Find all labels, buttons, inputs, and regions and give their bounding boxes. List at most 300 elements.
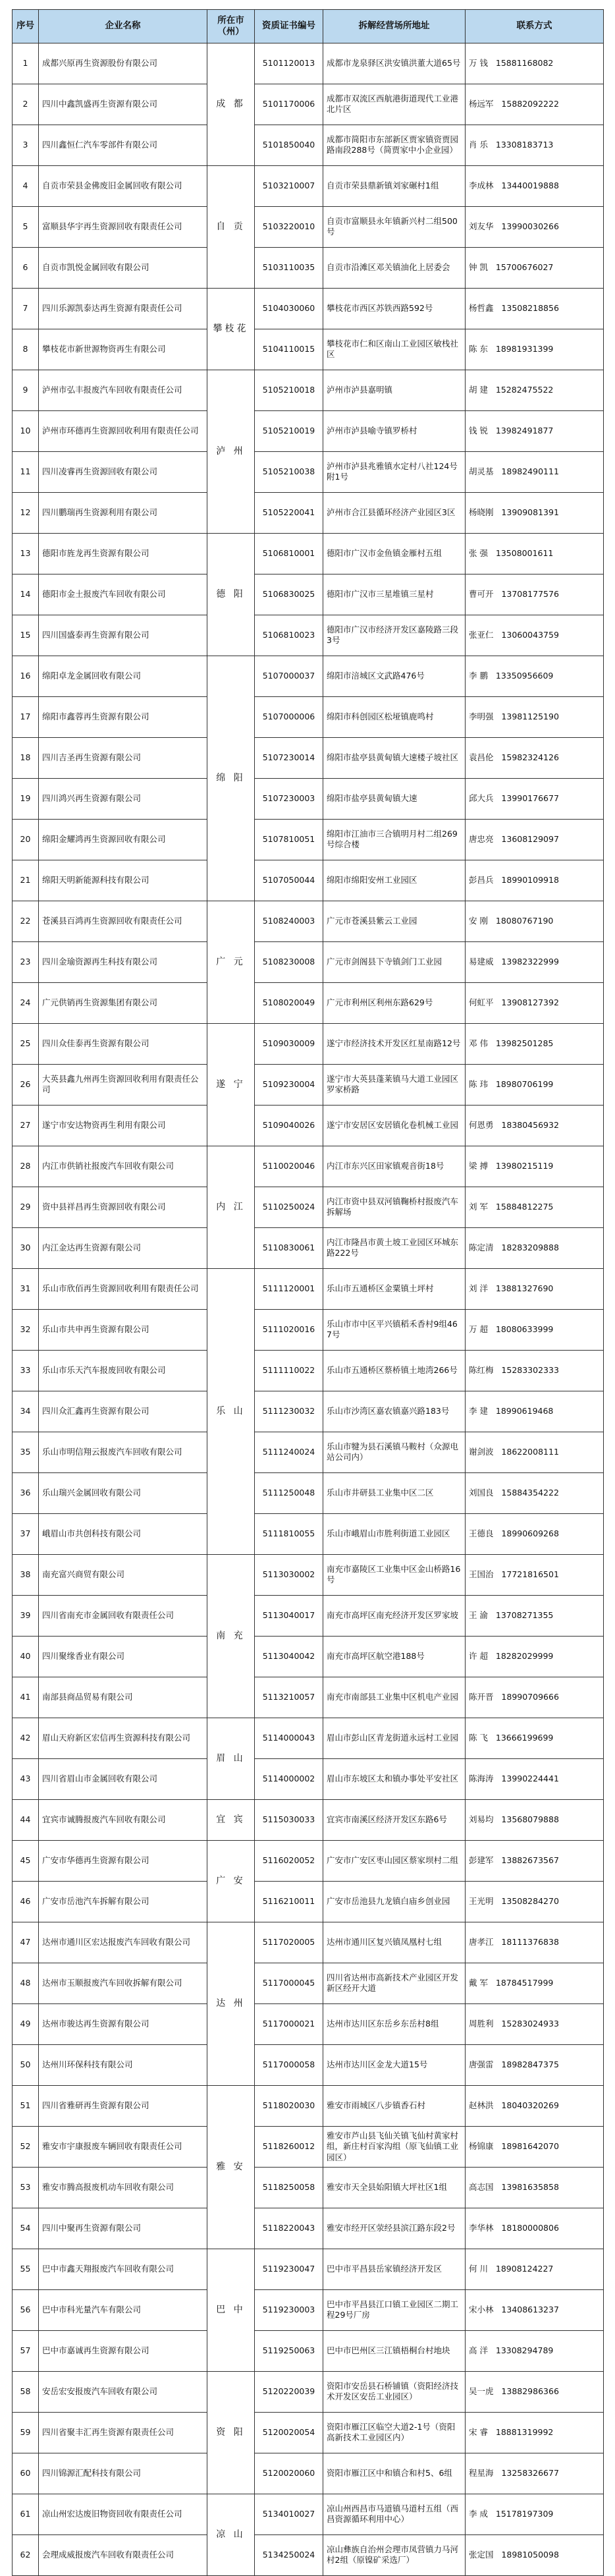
cell-contact: 赵林洪 18040320269 [466, 2085, 604, 2126]
cell-cert-number: 5101850040 [255, 125, 323, 165]
table-row [13, 615, 604, 656]
cell-seq: 57 [13, 2330, 39, 2371]
cell-seq: 56 [13, 2289, 39, 2330]
cell-enterprise-name: 达州川环保科技有限公司 [39, 2044, 207, 2085]
cell-address: 内江市资中县双河镇鞠桥村报废汽车拆解场 [323, 1187, 466, 1227]
cell-city: 成 都 [207, 43, 255, 165]
cell-enterprise-name: 达州市骏达再生资源有限公司 [39, 2003, 207, 2044]
table-row [13, 696, 604, 737]
cell-contact: 钱 锐 13982491877 [466, 410, 604, 451]
table-row [13, 574, 604, 615]
cell-city: 攀枝花 [207, 288, 255, 370]
cell-cert-number: 5114000043 [255, 1718, 323, 1758]
cell-seq: 59 [13, 2412, 39, 2453]
cell-city: 达 州 [207, 1922, 255, 2085]
table-row [13, 1636, 604, 1677]
cell-address: 自贡市沿滩区邓关镇油化上居委会 [323, 247, 466, 288]
cell-address: 广元市剑阁县下寺镇剑门工业园 [323, 941, 466, 982]
cell-enterprise-name: 四川金瑜资源再生科技有限公司 [39, 941, 207, 982]
cell-address: 绵阳市盐亭县黄甸镇大速 [323, 778, 466, 819]
cell-enterprise-name: 绵阳市鑫蓉再生资源有限公司 [39, 696, 207, 737]
cell-seq: 6 [13, 247, 39, 288]
table-row [13, 1146, 604, 1187]
cell-contact: 陈红梅 15283302333 [466, 1350, 604, 1391]
table-row [13, 1023, 604, 1064]
cell-seq: 62 [13, 2534, 39, 2575]
cell-address: 绵阳市绵阳安州工业园区 [323, 860, 466, 901]
cell-cert-number: 5111250048 [255, 1472, 323, 1513]
cell-enterprise-name: 四川省南充市金属回收有限责任公司 [39, 1595, 207, 1636]
cell-seq: 29 [13, 1187, 39, 1227]
cell-city: 南 充 [207, 1554, 255, 1718]
cell-seq: 8 [13, 329, 39, 370]
cell-address: 雅安市芦山县飞仙关镇飞仙村黄家村组，新庄村百家沟组（原飞仙镇工业园区） [323, 2126, 466, 2167]
cell-seq: 26 [13, 1064, 39, 1105]
table-row [13, 2371, 604, 2412]
table-row [13, 1922, 604, 1963]
cell-address: 广元市利州区利州东路629号 [323, 982, 466, 1023]
cell-enterprise-name: 自贡市荣县金佛废旧金属回收有限公司 [39, 165, 207, 206]
table-row [13, 1350, 604, 1391]
cell-enterprise-name: 四川众汇鑫再生资源有限公司 [39, 1391, 207, 1432]
cell-seq: 11 [13, 451, 39, 492]
cell-enterprise-name: 内江市供销社报废汽车回收有限公司 [39, 1146, 207, 1187]
cell-cert-number: 5107000037 [255, 656, 323, 696]
cell-cert-number: 5117020005 [255, 1922, 323, 1963]
cell-cert-number: 5109030009 [255, 1023, 323, 1064]
cell-seq: 4 [13, 165, 39, 206]
cell-seq: 23 [13, 941, 39, 982]
cell-contact: 杨远军 15882092222 [466, 84, 604, 125]
cell-contact: 李成林 13440019888 [466, 165, 604, 206]
cell-address: 乐山市市中区平兴镇稻禾香村9组467号 [323, 1309, 466, 1350]
cell-enterprise-name: 四川国盛泰再生资源有限公司 [39, 615, 207, 656]
cell-enterprise-name: 雅安市宇康报废车辆回收有限责任公司 [39, 2126, 207, 2167]
cell-address: 四川省达州市高新技术产业园区开发新区经开大道 [323, 1963, 466, 2003]
table-row [13, 1472, 604, 1513]
cell-cert-number: 5101120013 [255, 43, 323, 84]
cell-seq: 20 [13, 819, 39, 860]
cell-address: 乐山市五通桥区蔡桥镇土地湾266号 [323, 1350, 466, 1391]
table-row [13, 1963, 604, 2003]
cell-enterprise-name: 宜宾市诚腾报废汽车回收有限公司 [39, 1799, 207, 1840]
cell-cert-number: 5108240003 [255, 901, 323, 941]
cell-contact: 肖 乐 13308183713 [466, 125, 604, 165]
cell-enterprise-name: 巴中市科光量汽车有限公司 [39, 2289, 207, 2330]
cell-contact: 李 成 15178197309 [466, 2494, 604, 2534]
table-row [13, 1391, 604, 1432]
cell-cert-number: 5105220041 [255, 492, 323, 533]
cell-contact: 陈海涛 13990224441 [466, 1758, 604, 1799]
cell-contact: 吴一虎 13882986366 [466, 2371, 604, 2412]
cell-address: 绵阳市盐亭县黄甸镇大速楼子坡社区 [323, 737, 466, 778]
table-row [13, 1227, 604, 1268]
cell-enterprise-name: 四川省聚丰汇再生资源有限责任公司 [39, 2412, 207, 2453]
cell-seq: 5 [13, 206, 39, 247]
cell-address: 攀枝花市西区苏铁西路592号 [323, 288, 466, 329]
cell-seq: 12 [13, 492, 39, 533]
table-row [13, 2249, 604, 2289]
table-row [13, 2208, 604, 2249]
cell-address: 遂宁市安居区安居镇化卷机械工业园 [323, 1105, 466, 1146]
cell-contact: 宋小林 13408613237 [466, 2289, 604, 2330]
cell-contact: 安 刚 18080767190 [466, 901, 604, 941]
cell-city: 绵 阳 [207, 656, 255, 901]
cell-contact: 刘 洋 13881327690 [466, 1268, 604, 1309]
cell-city: 内 江 [207, 1146, 255, 1268]
cell-cert-number: 5105210018 [255, 370, 323, 410]
cell-city: 凉 山 [207, 2494, 255, 2575]
cell-contact: 彭建军 13882673567 [466, 1840, 604, 1881]
cell-seq: 35 [13, 1432, 39, 1472]
cell-enterprise-name: 雅安市腾高报废机动车回收有限公司 [39, 2167, 207, 2208]
cell-seq: 42 [13, 1718, 39, 1758]
cell-seq: 14 [13, 574, 39, 615]
cell-seq: 39 [13, 1595, 39, 1636]
cell-seq: 54 [13, 2208, 39, 2249]
cell-contact: 何 川 18908124227 [466, 2249, 604, 2289]
cell-cert-number: 5120020054 [255, 2412, 323, 2453]
cell-enterprise-name: 绵阳金耀鸿再生资源回收有限公司 [39, 819, 207, 860]
cell-seq: 50 [13, 2044, 39, 2085]
cell-address: 眉山市东坡区太和镇办事处平安社区 [323, 1758, 466, 1799]
cell-contact: 杨锦康 18981642070 [466, 2126, 604, 2167]
cell-seq: 38 [13, 1554, 39, 1595]
header-cert-number: 资质证书编号 [255, 10, 323, 43]
cell-address: 广安市广安区枣山园区蔡家坝村二组 [323, 1840, 466, 1881]
cell-contact: 王 渝 13708271355 [466, 1595, 604, 1636]
cell-cert-number: 5117000021 [255, 2003, 323, 2044]
cell-enterprise-name: 广安市岳池汽车拆解有限公司 [39, 1881, 207, 1922]
cell-address: 雅安市天全县始阳镇大坪社区1组 [323, 2167, 466, 2208]
cell-contact: 陈 东 18981931399 [466, 329, 604, 370]
cell-address: 泸州市泸县喻寺镇罗桥村 [323, 410, 466, 451]
cell-enterprise-name: 凉山州宏达废旧物资回收有限责任公司 [39, 2494, 207, 2534]
cell-seq: 3 [13, 125, 39, 165]
cell-cert-number: 5120220039 [255, 2371, 323, 2412]
cell-contact: 刘易均 13568079888 [466, 1799, 604, 1840]
cell-enterprise-name: 四川鹏瑞再生资源利用有限公司 [39, 492, 207, 533]
cell-enterprise-name: 安岳宏安报废汽车回收有限公司 [39, 2371, 207, 2412]
cell-seq: 18 [13, 737, 39, 778]
cell-cert-number: 5113030002 [255, 1554, 323, 1595]
cell-enterprise-name: 广元供销再生资源集团有限公司 [39, 982, 207, 1023]
table-row [13, 819, 604, 860]
cell-seq: 43 [13, 1758, 39, 1799]
cell-contact: 李明强 13981125190 [466, 696, 604, 737]
cell-address: 南充市嘉陵区工业集中区金山桥路16号 [323, 1554, 466, 1595]
cell-enterprise-name: 巴中市鑫天翔报废汽车回收有限公司 [39, 2249, 207, 2289]
cell-cert-number: 5109040026 [255, 1105, 323, 1146]
cell-enterprise-name: 德阳市旌龙再生资源有限公司 [39, 533, 207, 574]
cell-contact: 杨哲鑫 13508218856 [466, 288, 604, 329]
cell-enterprise-name: 广安市华德再生资源有限公司 [39, 1840, 207, 1881]
cell-contact: 杨晓刚 13909081391 [466, 492, 604, 533]
table-row [13, 370, 604, 410]
cell-cert-number: 5103210007 [255, 165, 323, 206]
table-row [13, 2289, 604, 2330]
cell-contact: 唐孝江 18111376838 [466, 1922, 604, 1963]
cell-contact: 陈 玮 18980706199 [466, 1064, 604, 1105]
table-row [13, 84, 604, 125]
cell-seq: 34 [13, 1391, 39, 1432]
cell-enterprise-name: 乐山市明信翔云报废汽车回收有限公司 [39, 1432, 207, 1472]
enterprise-table [12, 9, 604, 2576]
cell-enterprise-name: 四川省雅研再生资源有限公司 [39, 2085, 207, 2126]
cell-enterprise-name: 达州市玉顺报废汽车回收拆解有限公司 [39, 1963, 207, 2003]
cell-seq: 2 [13, 84, 39, 125]
cell-cert-number: 5117000045 [255, 1963, 323, 2003]
cell-contact: 唐强雷 18982847375 [466, 2044, 604, 2085]
cell-cert-number: 5113040017 [255, 1595, 323, 1636]
cell-city: 宜 宾 [207, 1799, 255, 1840]
cell-address: 乐山市峨眉山市胜利街道工业园区 [323, 1513, 466, 1554]
cell-contact: 梁 搏 13980215119 [466, 1146, 604, 1187]
cell-city: 眉 山 [207, 1718, 255, 1799]
cell-seq: 55 [13, 2249, 39, 2289]
cell-seq: 9 [13, 370, 39, 410]
cell-cert-number: 5117000058 [255, 2044, 323, 2085]
cell-enterprise-name: 四川省眉山市金属回收有限公司 [39, 1758, 207, 1799]
cell-cert-number: 5116020052 [255, 1840, 323, 1881]
cell-enterprise-name: 四川众佳泰再生资源有限公司 [39, 1023, 207, 1064]
cell-cert-number: 5111020016 [255, 1309, 323, 1350]
cell-address: 达州市通川区复兴镇凤凰村七组 [323, 1922, 466, 1963]
cell-seq: 24 [13, 982, 39, 1023]
cell-cert-number: 5119230047 [255, 2249, 323, 2289]
cell-cert-number: 5111110022 [255, 1350, 323, 1391]
cell-cert-number: 5108230008 [255, 941, 323, 982]
table-row [13, 982, 604, 1023]
table-row [13, 1840, 604, 1881]
cell-contact: 王国治 17721816501 [466, 1554, 604, 1595]
cell-cert-number: 5107230003 [255, 778, 323, 819]
cell-seq: 25 [13, 1023, 39, 1064]
cell-seq: 41 [13, 1677, 39, 1718]
cell-contact: 易建威 13982322999 [466, 941, 604, 982]
cell-cert-number: 5104110015 [255, 329, 323, 370]
cell-contact: 王光明 13508284270 [466, 1881, 604, 1922]
cell-enterprise-name: 南部县商品贸易有限公司 [39, 1677, 207, 1718]
cell-cert-number: 5118220043 [255, 2208, 323, 2249]
table-row [13, 901, 604, 941]
table-row [13, 410, 604, 451]
cell-seq: 51 [13, 2085, 39, 2126]
cell-cert-number: 5111120001 [255, 1268, 323, 1309]
table-row [13, 43, 604, 84]
cell-cert-number: 5111230032 [255, 1391, 323, 1432]
table-header-row [13, 10, 604, 43]
cell-cert-number: 5106830025 [255, 574, 323, 615]
cell-seq: 16 [13, 656, 39, 696]
cell-city: 广 元 [207, 901, 255, 1023]
table-row [13, 1718, 604, 1758]
cell-contact: 曹可开 13708177576 [466, 574, 604, 615]
cell-cert-number: 5110830061 [255, 1227, 323, 1268]
table-row [13, 656, 604, 696]
cell-address: 资阳市雁江区临空大道2-1号（资阳高新技术工业园区内） [323, 2412, 466, 2453]
table-row [13, 492, 604, 533]
cell-seq: 46 [13, 1881, 39, 1922]
cell-enterprise-name: 绵阳天明新能源科技有限公司 [39, 860, 207, 901]
cell-contact: 钟 凯 15700676027 [466, 247, 604, 288]
cell-enterprise-name: 内江金达再生资源有限公司 [39, 1227, 207, 1268]
cell-address: 南充市高坪区航空港188号 [323, 1636, 466, 1677]
cell-cert-number: 5114000002 [255, 1758, 323, 1799]
cell-contact: 张 强 13508001611 [466, 533, 604, 574]
cell-enterprise-name: 巴中市嘉诚再生资源有限公司 [39, 2330, 207, 2371]
table-row [13, 2412, 604, 2453]
cell-address: 德阳市广汉市金鱼镇金雁村五组 [323, 533, 466, 574]
cell-contact: 程星海 13258326677 [466, 2453, 604, 2494]
cell-enterprise-name: 乐山瑞兴金属回收有限公司 [39, 1472, 207, 1513]
cell-enterprise-name: 自贡市凯悦金属回收有限公司 [39, 247, 207, 288]
cell-contact: 李华林 18180000806 [466, 2208, 604, 2249]
cell-cert-number: 5110020046 [255, 1146, 323, 1187]
table-row [13, 860, 604, 901]
cell-address: 内江市隆昌市黄土坡工业园区环城东路222号 [323, 1227, 466, 1268]
table-row [13, 1105, 604, 1146]
cell-address: 遂宁市大英县蓬莱镇马大道工业园区罗家桥路 [323, 1064, 466, 1105]
table-row [13, 1268, 604, 1309]
table-row [13, 1881, 604, 1922]
cell-city: 雅 安 [207, 2085, 255, 2249]
cell-contact: 张亚仁 13060043759 [466, 615, 604, 656]
header-address: 拆解经营场所地址 [323, 10, 466, 43]
cell-contact: 何虹平 13908127392 [466, 982, 604, 1023]
table-row [13, 2167, 604, 2208]
cell-address: 成都市简阳市东部新区贾家镇资贾园路南段288号（简贾家中小企业园） [323, 125, 466, 165]
cell-address: 南充市南部县工业集中区机电产业园 [323, 1677, 466, 1718]
cell-contact: 张定国 18981050098 [466, 2534, 604, 2575]
cell-seq: 10 [13, 410, 39, 451]
cell-address: 资阳市雁江区中和镇合和村5、6组 [323, 2453, 466, 2494]
table-row [13, 2330, 604, 2371]
cell-seq: 45 [13, 1840, 39, 1881]
cell-contact: 胡灵基 18982490111 [466, 451, 604, 492]
cell-contact: 万 钱 15881168082 [466, 43, 604, 84]
cell-enterprise-name: 大英县鑫九州再生资源回收利用有限责任公司 [39, 1064, 207, 1105]
header-enterprise-name: 企业名称 [39, 10, 207, 43]
cell-city: 泸 州 [207, 370, 255, 533]
cell-contact: 王德良 18990609268 [466, 1513, 604, 1554]
cell-cert-number: 5106810001 [255, 533, 323, 574]
table-row [13, 941, 604, 982]
cell-address: 绵阳市科创园区松垭镇鹿鸣村 [323, 696, 466, 737]
cell-seq: 1 [13, 43, 39, 84]
cell-contact: 李 建 18990619468 [466, 1391, 604, 1432]
cell-cert-number: 5111240024 [255, 1432, 323, 1472]
cell-seq: 22 [13, 901, 39, 941]
cell-address: 凉山州西昌市马道镇马道村五组（西昌资源循环利用中心） [323, 2494, 466, 2534]
table-row [13, 2044, 604, 2085]
cell-address: 成都市龙泉驿区洪安镇洪董大道65号 [323, 43, 466, 84]
table-row [13, 2003, 604, 2044]
cell-enterprise-name: 乐山市欣佰再生资源回收利用有限责任公司 [39, 1268, 207, 1309]
cell-contact: 戴 军 18784517999 [466, 1963, 604, 2003]
cell-cert-number: 5104030060 [255, 288, 323, 329]
document-page [12, 9, 603, 2576]
cell-seq: 52 [13, 2126, 39, 2167]
cell-address: 德阳市广汉市三星堆镇三星村 [323, 574, 466, 615]
cell-contact: 刘友华 13990030266 [466, 206, 604, 247]
cell-seq: 37 [13, 1513, 39, 1554]
cell-address: 乐山市五通桥区金粟镇土坪村 [323, 1268, 466, 1309]
table-row [13, 737, 604, 778]
cell-city: 自 贡 [207, 165, 255, 288]
cell-address: 雅安市雨城区八步镇香石村 [323, 2085, 466, 2126]
cell-enterprise-name: 成都兴原再生资源股份有限公司 [39, 43, 207, 84]
cell-address: 宜宾市南溪区经济开发区东路6号 [323, 1799, 466, 1840]
cell-address: 攀枝花市仁和区南山工业园区敏栈社区 [323, 329, 466, 370]
cell-enterprise-name: 苍溪县百鸿再生资源回收有限责任公司 [39, 901, 207, 941]
cell-contact: 李 鹏 13350956609 [466, 656, 604, 696]
table-row [13, 778, 604, 819]
cell-enterprise-name: 会理成威报废汽车回收有限责任公司 [39, 2534, 207, 2575]
cell-contact: 高志国 13981635858 [466, 2167, 604, 2208]
cell-address: 广安市岳池县九龙镇白庙乡创业园 [323, 1881, 466, 1922]
cell-contact: 周胜利 15283024933 [466, 2003, 604, 2044]
cell-city: 广 安 [207, 1840, 255, 1922]
cell-enterprise-name: 乐山市共申再生资源有限公司 [39, 1309, 207, 1350]
cell-address: 自贡市荣县鼎新镇刘家碾村1组 [323, 165, 466, 206]
cell-address: 眉山市彭山区青龙街道永远村工业园 [323, 1718, 466, 1758]
cell-cert-number: 5108020049 [255, 982, 323, 1023]
cell-enterprise-name: 资中县祥昌再生资源回收有限公司 [39, 1187, 207, 1227]
table-row [13, 1064, 604, 1105]
cell-seq: 17 [13, 696, 39, 737]
cell-cert-number: 5116210011 [255, 1881, 323, 1922]
table-row [13, 288, 604, 329]
cell-address: 巴中市平昌县岳家镇经济开发区 [323, 2249, 466, 2289]
table-row [13, 1554, 604, 1595]
cell-enterprise-name: 峨眉山市共创科技有限公司 [39, 1513, 207, 1554]
cell-cert-number: 5113040042 [255, 1636, 323, 1677]
cell-city: 遂 宁 [207, 1023, 255, 1146]
cell-contact: 万 超 18080633999 [466, 1309, 604, 1350]
cell-contact: 刘国良 15884354222 [466, 1472, 604, 1513]
cell-enterprise-name: 德阳市金土报废汽车回收有限公司 [39, 574, 207, 615]
table-row [13, 451, 604, 492]
cell-contact: 陈 飞 13666199699 [466, 1718, 604, 1758]
table-row [13, 1187, 604, 1227]
cell-contact: 陈开晋 18990709666 [466, 1677, 604, 1718]
table-row [13, 1432, 604, 1472]
cell-enterprise-name: 达州市通川区宏达报废汽车回收有限公司 [39, 1922, 207, 1963]
cell-seq: 40 [13, 1636, 39, 1677]
cell-cert-number: 5101170006 [255, 84, 323, 125]
cell-cert-number: 5106810023 [255, 615, 323, 656]
cell-cert-number: 5113210057 [255, 1677, 323, 1718]
cell-cert-number: 5118250058 [255, 2167, 323, 2208]
cell-contact: 邓 伟 13982501285 [466, 1023, 604, 1064]
cell-seq: 31 [13, 1268, 39, 1309]
cell-seq: 58 [13, 2371, 39, 2412]
cell-address: 成都市双流区西航港街道现代工业港北片区 [323, 84, 466, 125]
cell-contact: 何恩勇 18380456932 [466, 1105, 604, 1146]
header-seq: 序号 [13, 10, 39, 43]
cell-address: 乐山市井研县工业集中区二区 [323, 1472, 466, 1513]
cell-seq: 7 [13, 288, 39, 329]
cell-enterprise-name: 四川凌睿再生资源回收有限公司 [39, 451, 207, 492]
cell-seq: 49 [13, 2003, 39, 2044]
cell-city: 资 阳 [207, 2371, 255, 2494]
cell-seq: 48 [13, 1963, 39, 2003]
cell-enterprise-name: 四川锦源汇配科技有限公司 [39, 2453, 207, 2494]
cell-address: 德阳市广汉市经济开发区嘉陵路三段3号 [323, 615, 466, 656]
table-body [13, 43, 604, 2575]
cell-enterprise-name: 四川聚缘香业有限公司 [39, 1636, 207, 1677]
